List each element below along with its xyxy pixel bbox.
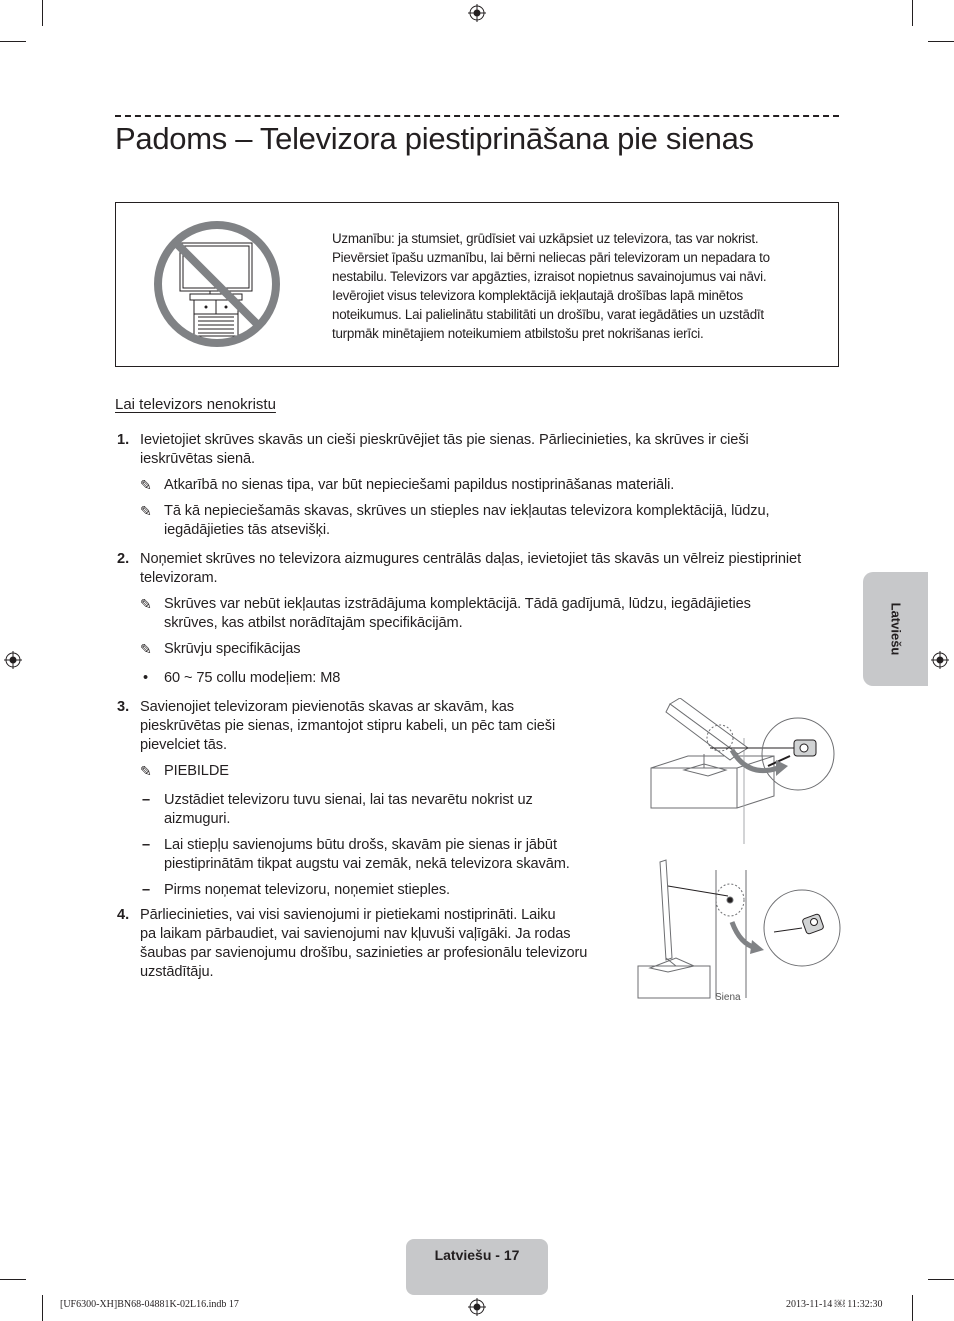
dash-text: aizmuguri. [164, 811, 231, 827]
dash-text: piestiprinātām tikpat augstu vai zemāk, nekā televizora skavām. [164, 856, 570, 872]
language-side-tab-label: Latviešu [888, 602, 903, 656]
bullet-text: 60 ~ 75 collu modeļiem: M8 [164, 670, 341, 686]
title-rule [115, 115, 839, 117]
warning-box [115, 202, 839, 367]
dash-symbol: – [142, 792, 151, 808]
note-icon: ✎ [140, 763, 152, 779]
page-number-tab [406, 1239, 548, 1295]
warning-text: Uzmanību: ja stumsiet, grūdīsiet vai uzkāpsiet uz televizora, tas var nokrist. Pievērsiet īpašu uzmanību, lai bērni neliecas pāri televizoram un nepadara to nestabilu. Televizors var apgāzties, izraisot nopietnus savainojumus vai nāvi. Ievērojiet visus televizora komplektācijā iekļautajā drošības lapā minētos noteikumus. Lai palielinātu stabilitāti un drošību, varat iegādāties un uzstādīt turpmāk minētajiem noteikumiem atbilstošu pret nokrišanas ierīci. [332, 231, 770, 341]
wall-label: Siena [715, 992, 741, 1003]
crop-mark [0, 41, 26, 42]
step-number: 2. [117, 551, 130, 567]
step-text: uzstādītāju. [140, 964, 214, 980]
step-text: šaubas par savienojumu drošību, sazinieties ar profesionālu televizoru [140, 945, 588, 961]
language-side-tab [863, 572, 928, 686]
note-icon: ✎ [140, 641, 152, 657]
note-heading: PIEBILDE [164, 763, 229, 779]
dash-symbol: – [142, 837, 151, 853]
dash-text: Lai stiepļu savienojums būtu drošs, skavām pie sienas ir jābūt [164, 837, 557, 853]
footer-file-info: [UF6300-XH]BN68-04881K-02L16.indb 17 [60, 1299, 239, 1310]
no-tv-on-cabinet-icon [152, 219, 282, 349]
step-number: 4. [117, 907, 130, 923]
tv-on-cabinet-bracket-icon [648, 698, 840, 844]
section-heading: Lai televizors nenokristu [115, 396, 276, 413]
note-text: Skrūves var nebūt iekļautas izstrādājuma komplektācijā. Tādā gadījumā, lūdzu, iegādājieties [164, 596, 751, 612]
crop-mark [928, 41, 954, 42]
bullet-symbol: • [143, 670, 149, 686]
note-icon: ✎ [140, 477, 152, 493]
crop-mark [912, 1295, 913, 1321]
step-text: pieskrūvētas pie sienas, izmantojot stipru kabeli, un pēc tam cieši [140, 718, 556, 734]
step-number: 1. [117, 432, 130, 448]
step-text: pa laikam pārbaudiet, vai savienojumi nav kļuvuši vaļīgāki. Ja rodas [140, 926, 571, 942]
step-text: televizoram. [140, 570, 218, 586]
step-text: ieskrūvētas sienā. [140, 451, 256, 467]
crop-mark [912, 0, 913, 26]
note-text: iegādājieties tās atsevišķi. [164, 522, 330, 538]
step-text: Pārliecinieties, vai visi savienojumi ir pietiekami nostiprināti. Laiku [140, 907, 556, 923]
note-icon: ✎ [140, 596, 152, 612]
step-text: Ievietojiet skrūves skavās un cieši pieskrūvējiet tās pie sienas. Pārliecinieties, ka skrūves ir cieši [140, 432, 749, 448]
dash-symbol: – [142, 882, 151, 898]
dash-text: Pirms noņemat televizoru, noņemiet stieples. [164, 882, 450, 898]
step-number: 3. [117, 699, 130, 715]
note-text: Skrūvju specifikācijas [164, 641, 301, 657]
note-text: skrūves, kas atbilst norādītajām specifikācijām. [164, 615, 463, 631]
crop-mark [42, 1295, 43, 1321]
registration-mark-icon [931, 651, 949, 669]
footer-timestamp: 2013-11-14 ￼ 11:32:30 [786, 1299, 883, 1310]
step-text: Savienojiet televizoram pievienotās skavas ar skavām, kas [140, 699, 514, 715]
page-number-label: Latviešu - 17 [434, 1247, 520, 1263]
note-text: Atkarībā no sienas tipa, var būt nepieciešami papildus nostiprināšanas materiāli. [164, 477, 675, 493]
crop-mark [928, 1279, 954, 1280]
note-icon: ✎ [140, 503, 152, 519]
registration-mark-icon [468, 4, 486, 22]
registration-mark-icon [4, 651, 22, 669]
crop-mark [0, 1279, 26, 1280]
registration-mark-icon [468, 1298, 486, 1316]
tv-wall-strap-icon [636, 858, 842, 1000]
page-title: Padoms – Televizora piestiprināšana pie sienas [115, 121, 754, 156]
step-text: pievelciet tās. [140, 737, 227, 753]
dash-text: Uzstādiet televizoru tuvu sienai, lai tas nevarētu nokrist uz [164, 792, 533, 808]
crop-mark [42, 0, 43, 26]
note-text: Tā kā nepieciešamās skavas, skrūves un stieples nav iekļautas televizora komplektācijā, lūdzu, [164, 503, 770, 519]
step-text: Noņemiet skrūves no televizora aizmugures centrālās daļas, ievietojiet tās skavās un vēlreiz piestipriniet [140, 551, 802, 567]
